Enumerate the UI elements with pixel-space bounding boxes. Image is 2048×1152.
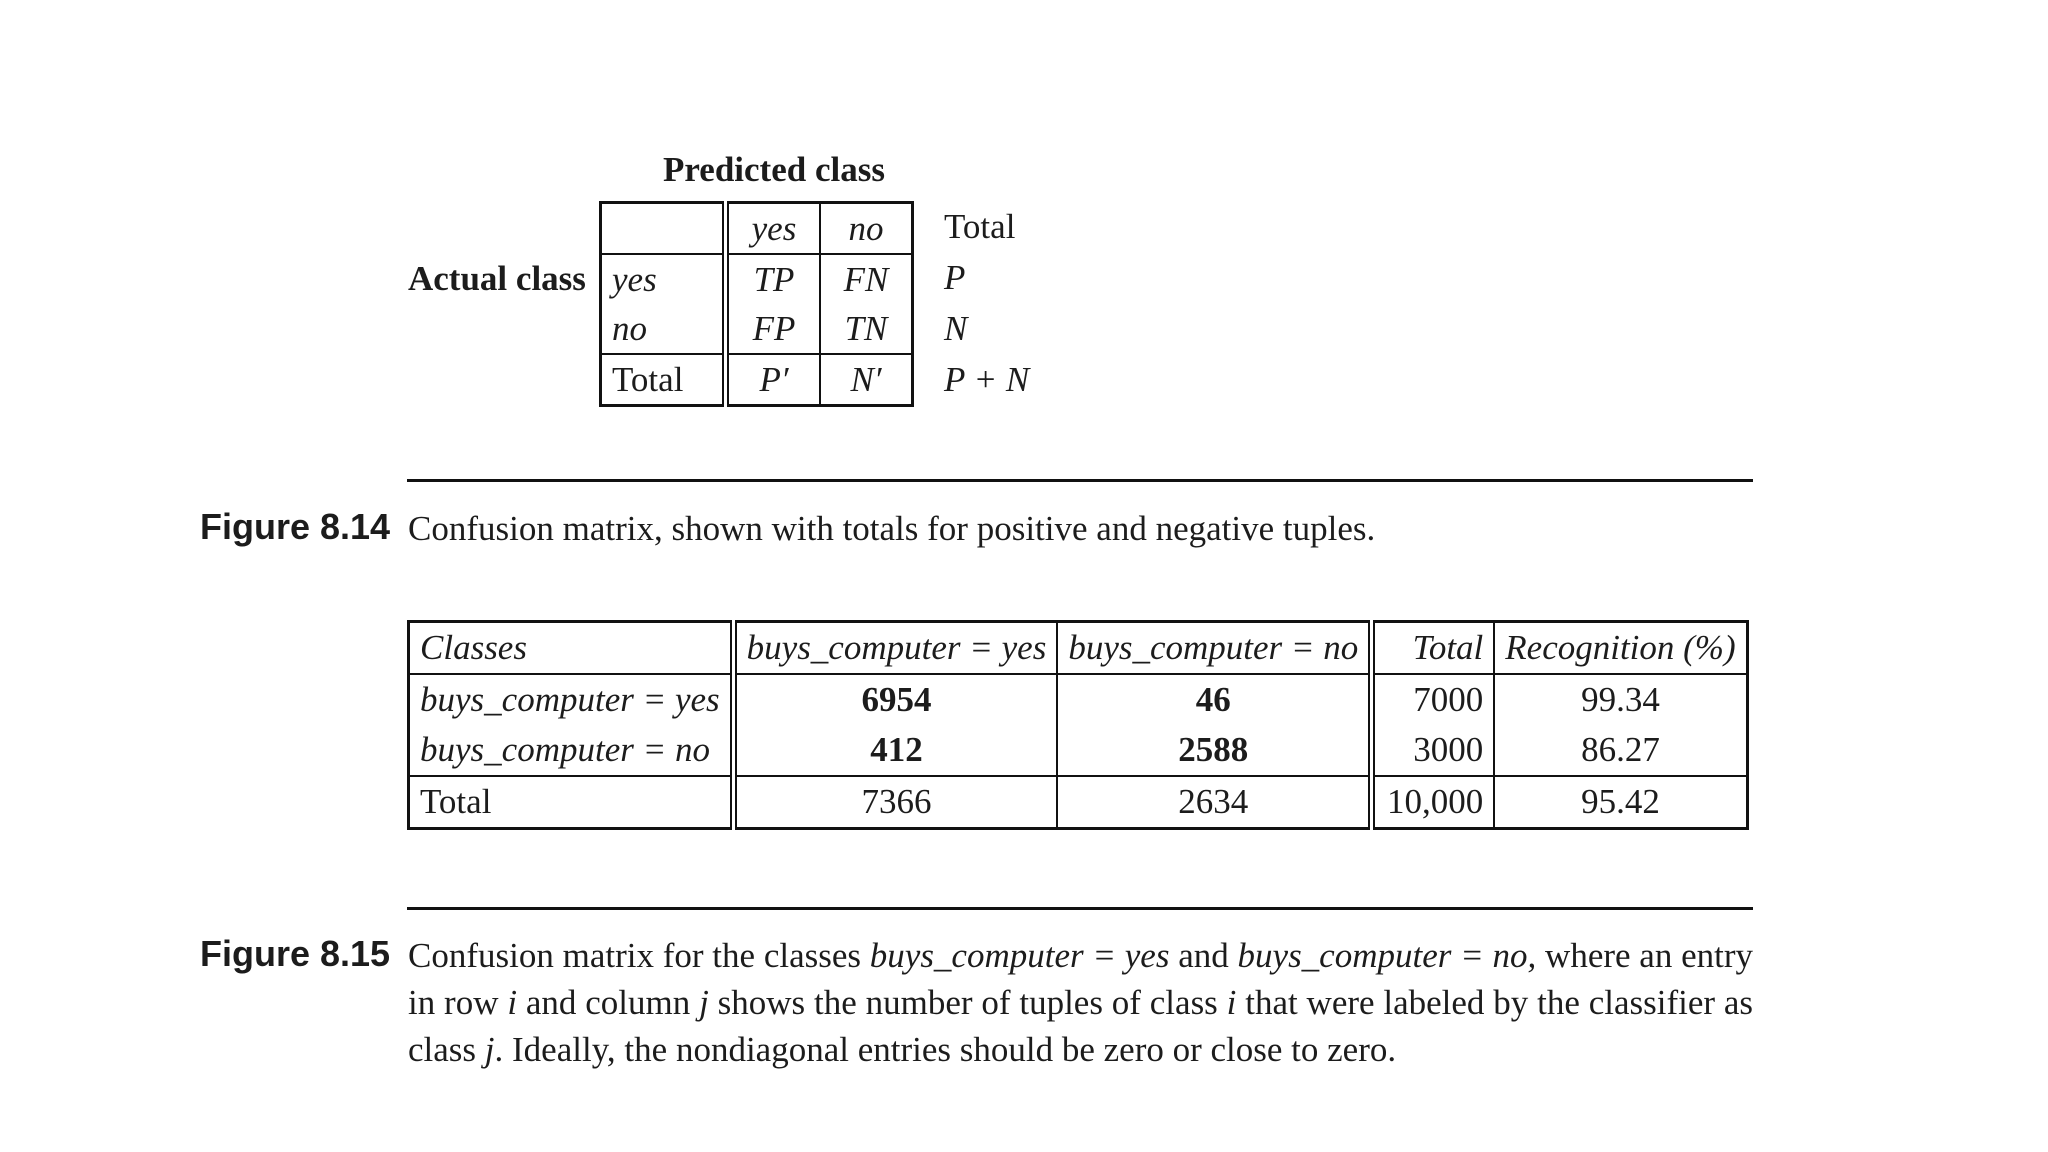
table-cell: P′	[726, 354, 821, 406]
table-cell: N′	[820, 354, 913, 406]
totals-cell: P + N	[944, 360, 1030, 399]
table-cell: 6954	[733, 674, 1057, 725]
header-cell: Recognition (%)	[1494, 622, 1747, 675]
figure-caption	[408, 932, 1753, 1073]
totals-column	[944, 201, 1029, 405]
table-header-row	[601, 203, 913, 255]
figure-rule	[407, 479, 1753, 482]
row-label: no	[612, 308, 647, 348]
header-cell: Classes	[409, 622, 734, 675]
caption-text: and column	[517, 983, 700, 1022]
header-cell: yes	[726, 203, 821, 255]
caption-text: . Ideally, the nondiagonal entries should be zero or close to zero.	[494, 1030, 1397, 1069]
caption-var-i: i	[1226, 983, 1237, 1022]
caption-text: that were labeled by the classifier as class	[408, 983, 1754, 1069]
figure-caption: Confusion matrix, shown with totals for positive and negative tuples.	[408, 509, 1376, 548]
header-cell: buys_computer = yes	[733, 622, 1057, 675]
table-cell: 2588	[1057, 725, 1371, 776]
figure-rule	[407, 907, 1753, 910]
figure-number: Figure 8.15	[200, 933, 391, 974]
totals-cell: P	[944, 258, 966, 297]
header-cell: no	[820, 203, 913, 255]
table-cell: 46	[1057, 674, 1371, 725]
row-label: Total	[601, 354, 726, 406]
table-cell: TN	[820, 304, 913, 354]
table-cell: 7366	[733, 776, 1057, 829]
caption-class-term: buys_computer = no,	[1237, 936, 1537, 975]
table-header-row	[409, 622, 1748, 675]
header-cell: Total	[1372, 622, 1495, 675]
row-label: buys_computer = no	[420, 730, 710, 769]
caption-var-j: j	[699, 983, 709, 1022]
table-cell: TP	[726, 254, 821, 304]
table-row	[409, 725, 1748, 776]
confusion-matrix-buys-computer	[407, 620, 1749, 830]
row-label: Total	[409, 776, 734, 829]
table-cell: 10,000	[1372, 776, 1495, 829]
actual-class-label: Actual class	[408, 259, 586, 298]
totals-header: Total	[944, 207, 1016, 246]
table-cell: 99.34	[1494, 674, 1747, 725]
table-cell: FN	[820, 254, 913, 304]
table-row	[601, 304, 913, 354]
table-cell: FP	[726, 304, 821, 354]
caption-text: where an entry in row	[408, 936, 1754, 1022]
header-cell	[601, 203, 726, 255]
caption-class-term: buys_computer = yes	[869, 936, 1170, 975]
table-cell: 95.42	[1494, 776, 1747, 829]
table-row	[601, 254, 913, 304]
caption-text: and	[1169, 936, 1238, 975]
predicted-class-label: Predicted class	[663, 150, 885, 189]
caption-text: Confusion matrix for the classes	[408, 936, 870, 975]
totals-cell: N	[944, 309, 968, 348]
table-total-row	[409, 776, 1748, 829]
caption-var-i: i	[507, 983, 518, 1022]
row-label: yes	[612, 259, 657, 299]
table-cell: 412	[733, 725, 1057, 776]
header-cell: buys_computer = no	[1057, 622, 1371, 675]
table-total-row	[601, 354, 913, 406]
confusion-matrix-generic	[599, 201, 914, 407]
table-cell: 7000	[1372, 674, 1495, 725]
row-label: buys_computer = yes	[420, 680, 720, 719]
table-cell: 3000	[1372, 725, 1495, 776]
table-cell: 2634	[1057, 776, 1371, 829]
figure-number: Figure 8.14	[200, 506, 391, 547]
caption-text: shows the number of tuples of class	[708, 983, 1227, 1022]
caption-var-j: j	[484, 1030, 495, 1069]
table-row	[409, 674, 1748, 725]
table-cell: 86.27	[1494, 725, 1747, 776]
